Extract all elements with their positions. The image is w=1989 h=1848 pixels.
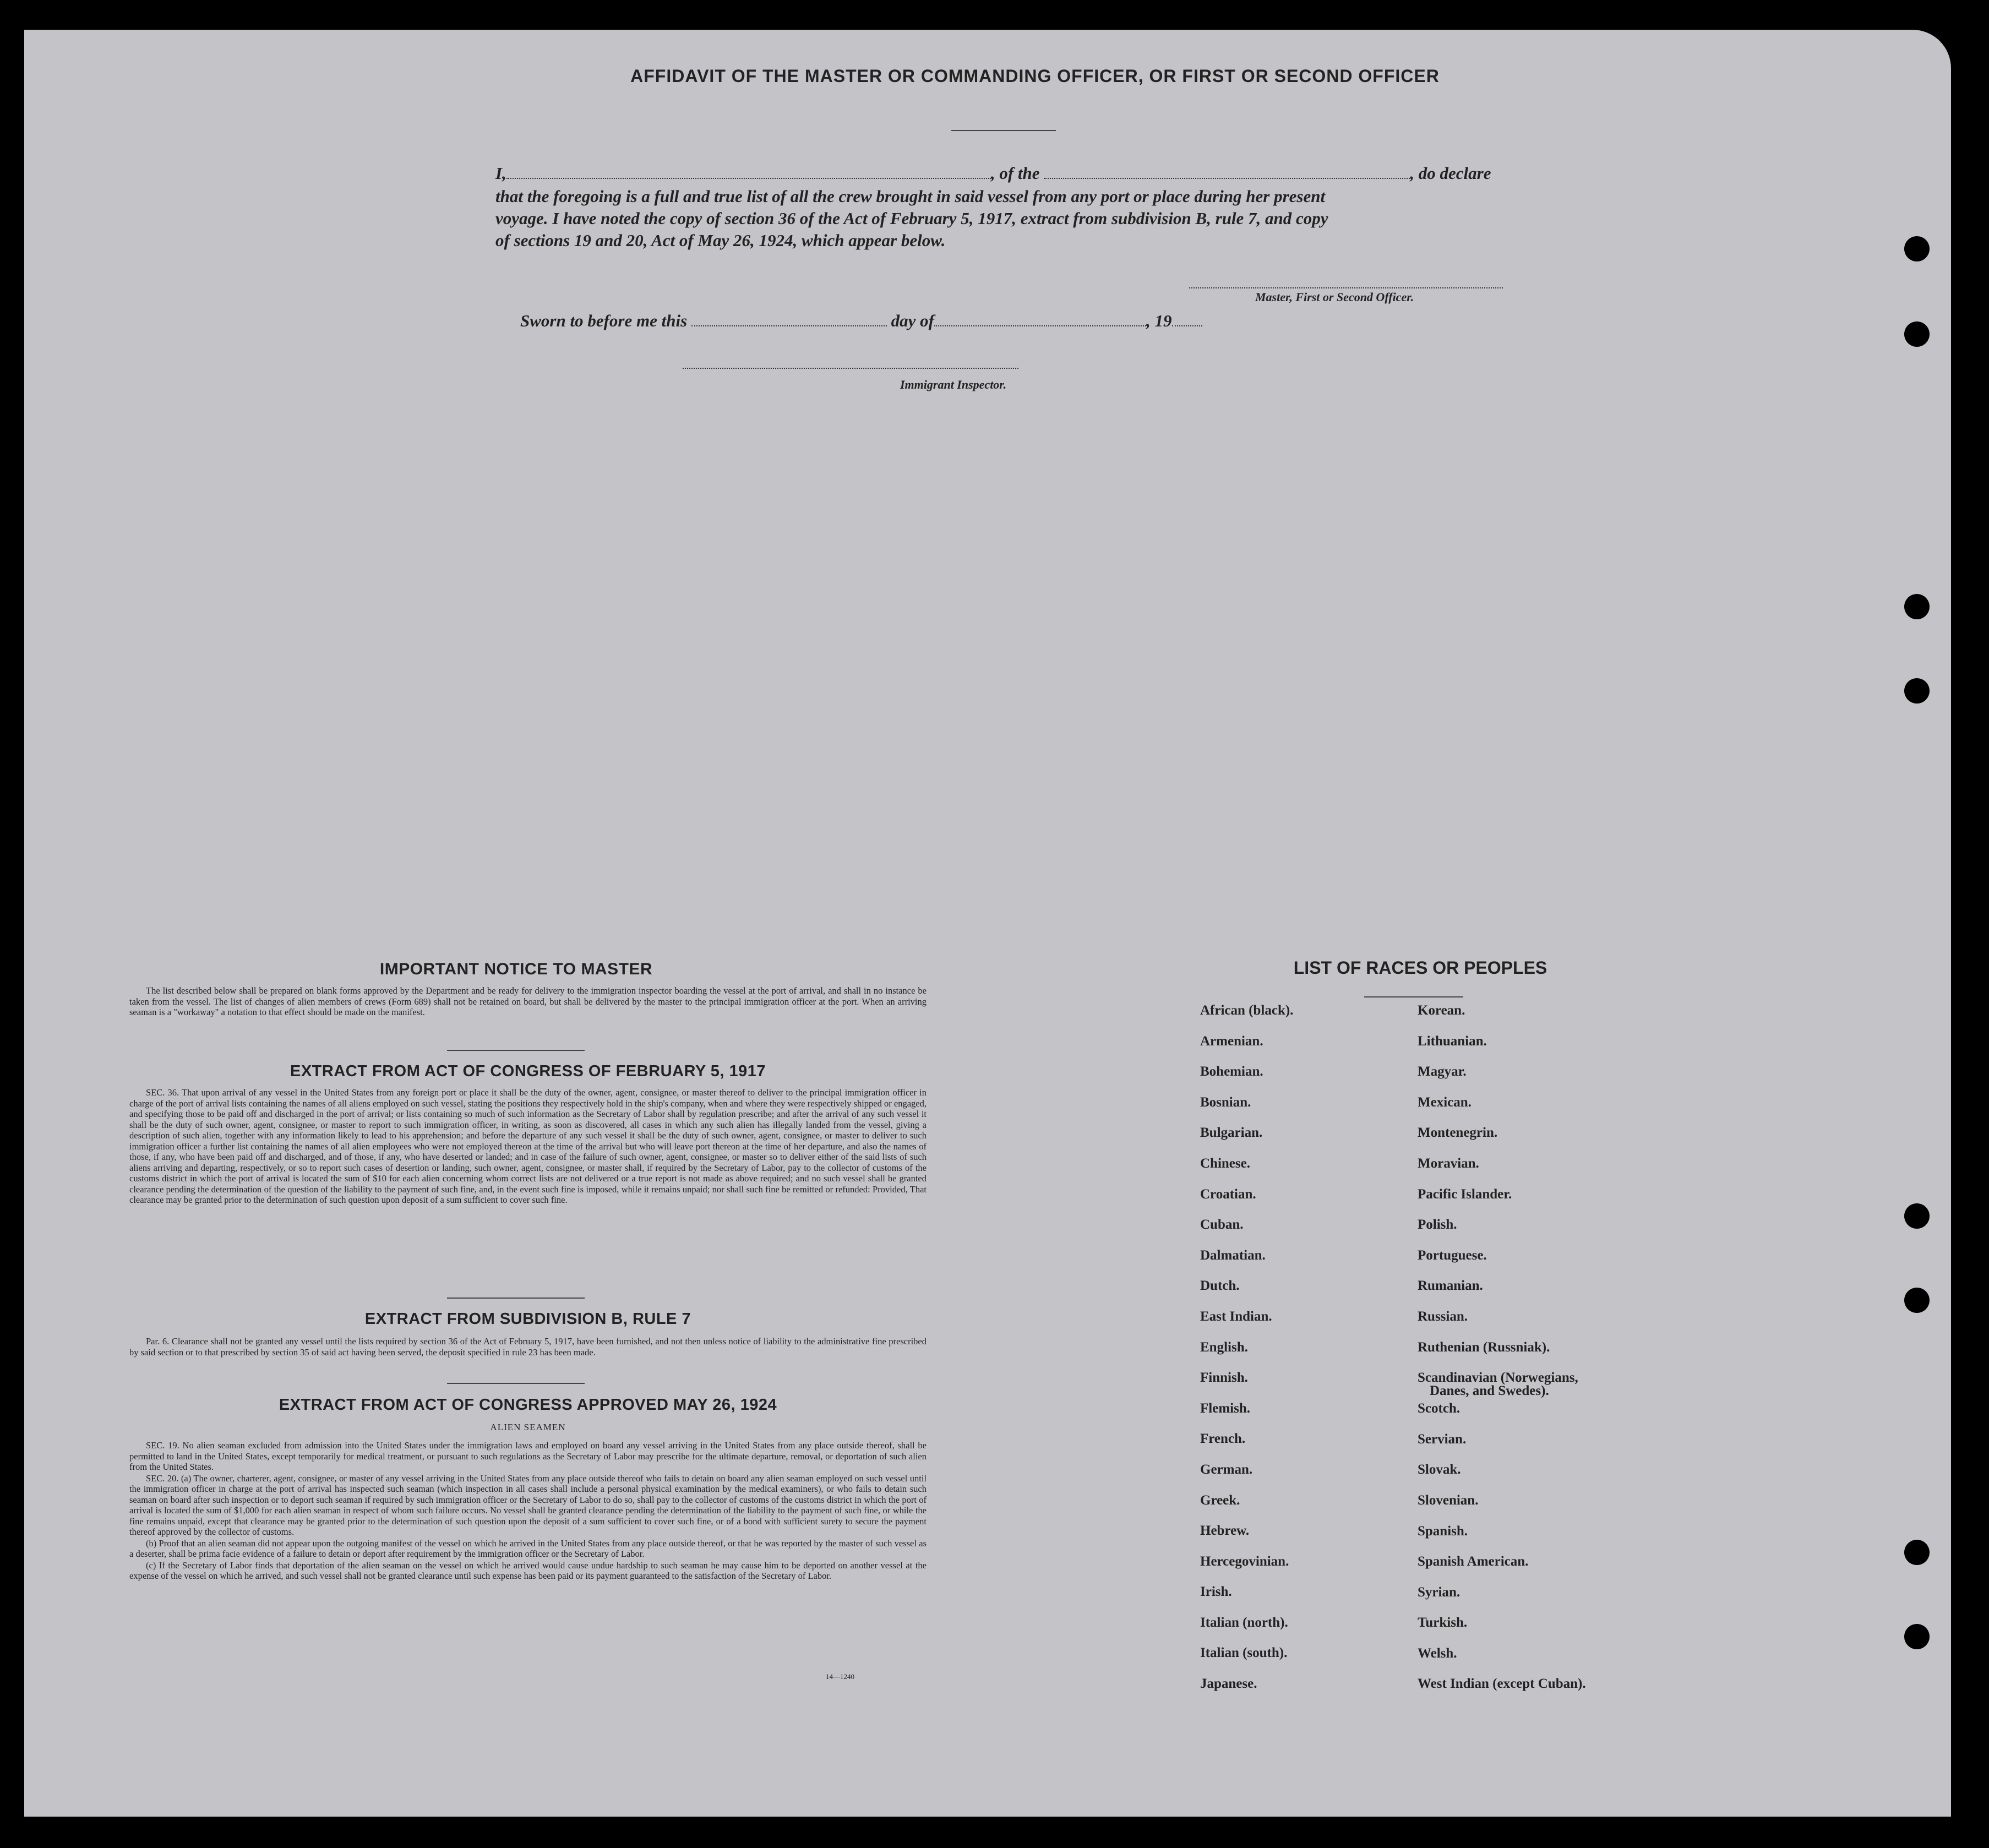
race-item: Servian.	[1418, 1431, 1467, 1447]
sworn-line	[520, 310, 1202, 332]
affidavit-i: I,	[495, 163, 506, 183]
race-item: Slovak.	[1418, 1462, 1461, 1478]
divider	[447, 1298, 585, 1299]
sec20c-paragraph: (c) If the Secretary of Labor finds that deportation of the alien seaman on the vessel on which he arrived would cause undue hardship to such seaman he may cause him to be deported on another vessel at the expense of the vessel on which he arrived, and such vessel shall not be granted clearance until such expense has been paid or its payment guaranteed to the satisfaction of the Secretary of Labor.	[129, 1560, 927, 1581]
race-item	[1418, 1370, 1586, 1401]
binder-hole	[1904, 1540, 1930, 1565]
race-item: Bulgarian.	[1200, 1125, 1263, 1141]
race-item: West Indian (except Cuban).	[1418, 1676, 1586, 1692]
sec20b-paragraph: (b) Proof that an alien seaman did not appear upon the outgoing manifest of the vessel on which he arrived in the United States from any place outside thereof, or that he was reported by the master of such vessel as a deserter, shall be prima facie evidence of a failure to detain or deport after requirement by the immigration officer or the Secretary of Labor.	[129, 1538, 927, 1559]
extract-1917-text	[129, 1087, 927, 1206]
alien-seamen-subtitle: ALIEN SEAMEN	[490, 1422, 566, 1432]
race-item: Greek.	[1200, 1492, 1240, 1508]
day-of-text: day of	[891, 311, 934, 330]
race-item: Spanish.	[1418, 1523, 1468, 1539]
race-item: Turkish.	[1418, 1615, 1468, 1631]
races-column-2	[1418, 1003, 1586, 1707]
binder-hole	[1904, 1203, 1930, 1229]
race-item: Syrian.	[1418, 1584, 1461, 1600]
race-item: Russian.	[1418, 1309, 1468, 1324]
notice-title: IMPORTANT NOTICE TO MASTER	[379, 960, 653, 978]
races-column-1	[1200, 1003, 1293, 1707]
race-item: Magyar.	[1418, 1064, 1467, 1080]
race-item: African (black).	[1200, 1003, 1294, 1018]
race-item: Montenegrin.	[1418, 1125, 1498, 1141]
race-item-scandinavian-cont: Danes, and Swedes).	[1430, 1383, 1549, 1399]
race-item: Korean.	[1418, 1003, 1465, 1018]
affidavit-of-the: , of the	[990, 163, 1040, 183]
race-item: Portuguese.	[1418, 1247, 1487, 1263]
sec36-paragraph: SEC. 36. That upon arrival of any vessel in the United States from any foreign port or place it shall be the duty of the owner, agent, consignee, or master thereof to deliver to the principal immigration officer in charge of the port of arrival lists containing the names of all aliens employed on such vessel, stating the positions they respectively hold in the ship's company, when and where they were respectively shipped or engaged, and specifying those to be paid off and discharged in the port of arrival; or lists containing so much of such information as the Secretary of Labor shall by regulation prescribe; and after the arrival of any such vessel it shall be the duty of such owner, agent, consignee, or master to report to such immigration officer, in writing, as soon as discovered, all cases in which any such alien has illegally landed from the vessel, giving a description of such alien, together with any information likely to lead to his apprehension; and before the departure of any such vessel it shall be the duty of such owner, agent, consignee, or master to deliver to such immigration officer a further list containing the names of all alien employees who were not employed thereon at the time of the arrival but who will leave port thereon at the time of her departure, and also the names of those, if any, who have been paid off and discharged, and of those, if any, who have deserted or landed; and in case of the failure of such owner, agent, consignee, or master so to deliver either of the said lists of such aliens arriving and departing, respectively, or so to report such cases of desertion or landing, such owner, agent, consignee, or master shall, if required by the Secretary of Labor, pay to the collector of customs of the customs district in which the port of arrival is located the sum of $10 for each alien concerning whom correct lists are not delivered or a true report is not made as above required; and no such vessel shall be granted clearance pending the determination of the question of the liability to the payment of such fine, and, in the event such fine is imposed, while it remains unpaid; nor shall such fine be remitted or refunded: Provided, That clearance may be granted prior to the determination of such question upon deposit of a sum sufficient to cover such fine.	[129, 1087, 927, 1205]
race-item: Dalmatian.	[1200, 1247, 1266, 1263]
race-item: Cuban.	[1200, 1217, 1244, 1233]
divider	[951, 130, 1056, 131]
race-item: Moravian.	[1418, 1155, 1479, 1171]
race-item: Bosnian.	[1200, 1094, 1251, 1110]
sworn-text: Sworn to before me this	[520, 311, 688, 330]
sec20a-paragraph: SEC. 20. (a) The owner, charterer, agent, consignee, or master of any vessel arriving in the United States from any place outside thereof who fails to detain on board any alien seaman employed on such vessel until the immigration officer in charge at the port of arrival has inspected such seaman (which inspection in all cases shall include a personal physical examination by the medical examiners), or who fails to detain such seaman on board after such inspection or to deport such seaman if required by such immigration officer or the Secretary of Labor to do so, shall pay to the collector of customs of the customs district in which the port of arrival is located the sum of $1,000 for each alien seaman in respect of whom such failure occurs. No vessel shall be granted clearance pending the determination of the liability to the payment of such fine, or while the fine remains unpaid, except that clearance may be granted prior to the determination of such question upon the deposit of a sum sufficient to cover such fine, or of a bond with sufficient surety to secure the payment thereof approved by the collector of customs.	[129, 1473, 927, 1537]
sworn-day-field[interactable]	[691, 325, 887, 326]
race-item: Pacific Islander.	[1418, 1186, 1512, 1202]
race-item: Finnish.	[1200, 1370, 1248, 1386]
race-item: Ruthenian (Russniak).	[1418, 1339, 1550, 1355]
notice-paragraph: The list described below shall be prepared on blank forms approved by the Department and be ready for delivery to the immigration inspector boarding the vessel at the port of arrival, and shall in no instance be taken from the vessel. The list of changes of alien members of crews (Form 689) shall not be retained on board, but shall be delivered by the master to the principal immigration officer at the port. When an arriving seaman is a "workaway" a notation to that effect should be made on the manifest.	[129, 985, 927, 1017]
race-item: Bohemian.	[1200, 1064, 1263, 1080]
race-item: French.	[1200, 1431, 1246, 1447]
affidavit-title: AFFIDAVIT OF THE MASTER OR COMMANDING OFFICER, OR FIRST OR SECOND OFFICER	[630, 66, 1440, 86]
races-title: LIST OF RACES OR PEOPLES	[1293, 958, 1547, 978]
name-field[interactable]	[506, 178, 991, 179]
race-item: English.	[1200, 1339, 1248, 1355]
extract-1924-title: EXTRACT FROM ACT OF CONGRESS APPROVED MAY 26, 1924	[279, 1396, 777, 1414]
extract-1924-text	[129, 1440, 927, 1582]
master-signature-line[interactable]	[1189, 287, 1503, 288]
race-item: Hercegovinian.	[1200, 1553, 1289, 1569]
binder-hole	[1904, 1624, 1930, 1649]
race-item: Flemish.	[1200, 1400, 1250, 1416]
race-item: Spanish American.	[1418, 1554, 1529, 1569]
race-item: Japanese.	[1200, 1676, 1257, 1692]
affidavit-line-3: voyage. I have noted the copy of section 36 of the Act of February 5, 1917, extract from subdivision B, rule 7, and copy	[495, 209, 1328, 228]
sworn-month-field[interactable]	[934, 325, 1146, 326]
rule7-title: EXTRACT FROM SUBDIVISION B, RULE 7	[364, 1310, 691, 1328]
race-item: Italian (south).	[1200, 1645, 1288, 1661]
par6-paragraph: Par. 6. Clearance shall not be granted any vessel until the lists required by section 36 of the Act of February 5, 1917, have been furnished, and not then unless notice of liability to the administrative fine prescribed by said section or to that prescribed by section 35 of said act having been served, the deposit specified in rule 23 has been made.	[129, 1336, 927, 1358]
inspector-signature-line[interactable]	[683, 368, 1018, 369]
race-item: Mexican.	[1418, 1094, 1472, 1110]
race-item: Slovenian.	[1418, 1492, 1479, 1508]
divider	[447, 1050, 585, 1051]
race-item: Italian (north).	[1200, 1615, 1288, 1630]
affidavit-line-2: that the foregoing is a full and true list of all the crew brought in said vessel from any port or place during her present	[495, 187, 1326, 206]
race-item: Irish.	[1200, 1584, 1232, 1600]
race-item: Polish.	[1418, 1217, 1457, 1233]
vessel-field[interactable]	[1044, 178, 1410, 179]
race-item: Welsh.	[1418, 1645, 1457, 1661]
race-item: Lithuanian.	[1418, 1033, 1487, 1049]
binder-hole	[1904, 236, 1930, 261]
race-item: Hebrew.	[1200, 1523, 1250, 1539]
race-item: Rumanian.	[1418, 1278, 1483, 1294]
binder-hole	[1904, 594, 1930, 619]
race-item: German.	[1200, 1462, 1253, 1477]
affidavit-line-4: of sections 19 and 20, Act of May 26, 1924, which appear below.	[495, 231, 946, 250]
race-item: Dutch.	[1200, 1278, 1240, 1294]
notice-text	[129, 985, 927, 1018]
inspector-signature-label: Immigrant Inspector.	[900, 378, 1007, 391]
divider	[1364, 996, 1463, 997]
affidavit-line-1	[495, 162, 1491, 184]
year-prefix: , 19	[1146, 311, 1172, 330]
extract-1917-title: EXTRACT FROM ACT OF CONGRESS OF FEBRUARY 5, 1917	[290, 1062, 766, 1080]
rule7-text	[129, 1336, 927, 1358]
binder-hole	[1904, 678, 1930, 704]
race-item: Armenian.	[1200, 1033, 1263, 1049]
form-number: 14—1240	[826, 1672, 854, 1681]
race-item: Croatian.	[1200, 1186, 1256, 1202]
race-item-scandinavian: Scandinavian (Norwegians,	[1418, 1370, 1578, 1386]
sworn-year-field[interactable]	[1172, 325, 1202, 326]
binder-hole	[1904, 1288, 1930, 1313]
sec19-paragraph: SEC. 19. No alien seaman excluded from admission into the United States under the immigration laws and employed on board any vessel arriving in the United States from any place outside thereof, shall be permitted to land in the United States, except temporarily for medical treatment, or pursuant to such regulations as the Secretary of Labor may prescribe for the ultimate departure, removal, or deportation of such alien from the United States.	[129, 1440, 927, 1472]
master-signature-label: Master, First or Second Officer.	[1255, 290, 1414, 304]
divider	[447, 1383, 585, 1384]
binder-hole	[1904, 321, 1930, 347]
affidavit-declare: , do declare	[1410, 163, 1491, 183]
race-item: Chinese.	[1200, 1155, 1250, 1171]
race-item: Scotch.	[1418, 1401, 1461, 1416]
race-item: East Indian.	[1200, 1309, 1272, 1324]
